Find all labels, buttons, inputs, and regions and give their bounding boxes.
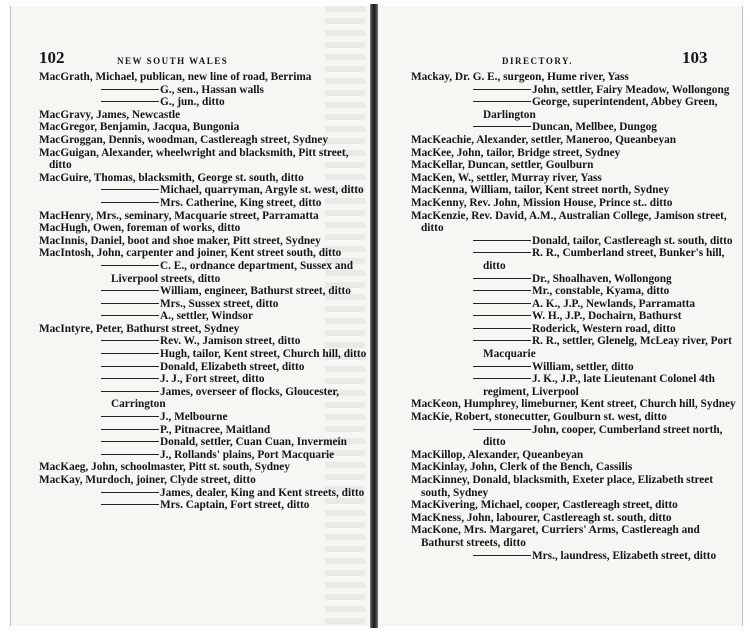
continuation-entry	[411, 373, 737, 398]
continuation-entry	[39, 373, 367, 386]
entry-text: James, overseer of flocks, Gloucester, Carrington	[111, 385, 340, 411]
entry-text: J., Melbourne	[160, 411, 228, 424]
directory-entry	[411, 71, 737, 84]
entry-text: MacKenna, William, tailor, Kent street north, Sydney	[411, 184, 670, 197]
entry-text: MacInnis, Daniel, boot and shoe maker, Pitt street, Sydney	[39, 234, 321, 247]
directory-entry	[39, 134, 367, 147]
entry-text: Donald, Elizabeth street, ditto	[160, 360, 305, 373]
directory-entry	[411, 159, 737, 172]
entry-text: MacKinlay, John, Clerk of the Bench, Cassilis	[411, 461, 633, 474]
running-head: DIRECTORY.	[502, 56, 573, 66]
continuation-entry	[39, 424, 367, 437]
continuation-entry	[411, 84, 737, 97]
entry-text: MacGregor, Benjamin, Jacqua, Bungonia	[39, 121, 240, 134]
entry-text: MacKillop, Alexander, Queanbeyan	[411, 448, 584, 461]
page-number: 103	[682, 48, 708, 67]
book-gutter	[370, 4, 378, 628]
directory-entries	[39, 71, 367, 512]
entry-text: Donald, tailor, Castlereagh st. south, ditto	[532, 234, 733, 247]
continuation-entry	[411, 310, 737, 323]
ditto-dash	[101, 101, 159, 102]
entry-text: Mrs. Catherine, King street, ditto	[160, 196, 322, 209]
entry-text: John, settler, Fairy Meadow, Wollongong	[532, 83, 730, 96]
entry-text: MacKay, Murdoch, joiner, Clyde street, ditto	[39, 474, 256, 486]
continuation-entry	[39, 361, 367, 374]
continuation-entry	[411, 323, 737, 336]
entry-text: MacKellar, Duncan, settler, Goulburn	[411, 159, 594, 172]
directory-entry	[39, 461, 367, 474]
entry-text: G., jun., ditto	[160, 96, 225, 109]
directory-entry	[39, 474, 367, 487]
entry-text: MacGuigan, Alexander, wheelwright and blacksmith, Pitt street, ditto	[39, 146, 349, 172]
entry-text: Rev. W., Jamison street, ditto	[160, 335, 301, 348]
continuation-entry	[39, 386, 367, 411]
directory-entry	[411, 449, 737, 462]
entry-text: George, superintendent, Abbey Green, Darlington	[483, 96, 718, 121]
ditto-dash	[473, 340, 531, 341]
ditto-dash	[101, 315, 159, 316]
continuation-entry	[39, 84, 367, 97]
continuation-entry	[411, 96, 737, 121]
ditto-dash	[473, 126, 531, 127]
entry-text: Roderick, Western road, ditto	[532, 322, 676, 335]
ditto-dash	[473, 278, 531, 279]
directory-entry	[411, 197, 737, 210]
ditto-dash	[101, 303, 159, 304]
ditto-dash	[101, 492, 159, 493]
entry-text: R. R., settler, Glenelg, McLeay river, Port Macquarie	[483, 335, 732, 361]
directory-entry	[39, 109, 367, 122]
directory-entry	[39, 222, 367, 235]
entry-text: MacGuire, Thomas, blacksmith, George st. south, ditto	[39, 171, 304, 184]
directory-entry	[411, 499, 737, 512]
entry-text: MacGrath, Michael, publican, new line of road, Berrima	[39, 71, 312, 83]
entry-text: MacKenzie, Rev. David, A.M., Australian College, Jamison street, ditto	[411, 209, 727, 235]
entry-text: Mackay, Dr. G. E., surgeon, Hume river, Yass	[411, 71, 629, 83]
page-number: 102	[39, 48, 65, 67]
entry-text: Mrs., laundress, Elizabeth street, ditto	[532, 549, 717, 562]
entry-text: Hugh, tailor, Kent street, Church hill, ditto	[160, 348, 367, 361]
entry-text: Donald, settler, Cuan Cuan, Invermein	[160, 436, 347, 449]
ditto-dash	[473, 89, 531, 90]
continuation-entry	[39, 96, 367, 109]
entry-text: MacKen, W., settler, Murray river, Yass	[411, 171, 602, 184]
entry-text: J. K., J.P., late Lieutenant Colonel 4th regiment, Liverpool	[483, 373, 715, 398]
continuation-entry	[411, 424, 737, 449]
ditto-dash	[101, 89, 159, 90]
ditto-dash	[101, 378, 159, 379]
ditto-dash	[101, 441, 159, 442]
entry-text: J., Rollands' plains, Port Macquarie	[160, 448, 335, 461]
ditto-dash	[473, 315, 531, 316]
entry-text: William, settler, ditto	[532, 360, 634, 373]
entry-text: MacKeon, Humphrey, limeburner, Kent street, Church hill, Sydney	[411, 398, 736, 411]
continuation-entry	[39, 348, 367, 361]
directory-entry	[411, 134, 737, 147]
continuation-entry	[411, 273, 737, 286]
directory-entry	[39, 172, 367, 185]
running-head: NEW SOUTH WALES	[117, 56, 229, 66]
directory-entry	[411, 512, 737, 525]
ditto-dash	[101, 454, 159, 455]
entry-text: John, cooper, Cumberland street north, ditto	[483, 423, 723, 449]
continuation-entry	[39, 449, 367, 462]
entry-text: Mrs., Sussex street, ditto	[160, 297, 279, 310]
entry-text: R. R., Cumberland street, Bunker's hill, ditto	[483, 247, 725, 272]
ditto-dash	[473, 328, 531, 329]
directory-entry	[411, 184, 737, 197]
ditto-dash	[101, 366, 159, 367]
continuation-entry	[39, 411, 367, 424]
continuation-entry	[39, 436, 367, 449]
ditto-dash	[101, 504, 159, 505]
entry-text: MacKie, Robert, stonecutter, Goulburn st. west, ditto	[411, 411, 667, 424]
directory-entry	[411, 210, 737, 235]
directory-entry	[411, 147, 737, 160]
directory-entry	[39, 121, 367, 134]
entry-text: MacGravy, James, Newcastle	[39, 108, 181, 121]
entry-text: James, dealer, King and Kent streets, ditto	[160, 486, 365, 499]
directory-entry	[411, 461, 737, 474]
entry-text: Michael, quarryman, Argyle st. west, ditto	[160, 184, 364, 197]
entry-text: C. E., ordnance department, Sussex and Liverpool streets, ditto	[111, 259, 354, 285]
entry-text: MacKee, John, tailor, Bridge street, Sydney	[411, 146, 621, 159]
entry-text: J. J., Fort street, ditto	[160, 373, 265, 386]
ditto-dash	[473, 303, 531, 304]
entry-text: W. H., J.P., Dochairn, Bathurst	[532, 310, 682, 323]
continuation-entry	[39, 310, 367, 323]
ditto-dash	[473, 240, 531, 241]
entry-text: MacKenny, Rev. John, Mission House, Prince st.. ditto	[411, 196, 673, 209]
directory-entry	[411, 398, 737, 411]
continuation-entry	[39, 298, 367, 311]
continuation-entry	[39, 197, 367, 210]
continuation-entry	[39, 335, 367, 348]
ditto-dash	[101, 202, 159, 203]
continuation-entry	[411, 285, 737, 298]
ditto-dash	[101, 290, 159, 291]
ditto-dash	[473, 366, 531, 367]
continuation-entry	[39, 487, 367, 500]
directory-entries	[411, 71, 737, 562]
right-page	[378, 6, 743, 626]
entry-text: MacIntyre, Peter, Bathurst street, Sydney	[39, 322, 240, 335]
ditto-dash	[101, 353, 159, 354]
entry-text: MacGroggan, Dennis, woodman, Castlereagh street, Sydney	[39, 133, 329, 146]
ditto-dash	[473, 555, 531, 556]
entry-text: MacKinney, Donald, blacksmith, Exeter place, Elizabeth street south, Sydney	[411, 474, 714, 499]
left-page	[10, 6, 371, 626]
continuation-entry	[411, 361, 737, 374]
ditto-dash	[101, 340, 159, 341]
continuation-entry	[411, 298, 737, 311]
ditto-dash	[101, 391, 159, 392]
directory-entry	[411, 411, 737, 424]
directory-entry	[39, 323, 367, 336]
entry-text: Mr., constable, Kyama, ditto	[532, 285, 670, 298]
entry-text: Dr., Shoalhaven, Wollongong	[532, 272, 672, 285]
ditto-dash	[101, 189, 159, 190]
ditto-dash	[473, 429, 531, 430]
ditto-dash	[101, 265, 159, 266]
directory-entry	[39, 235, 367, 248]
entry-text: Mrs. Captain, Fort street, ditto	[160, 499, 310, 512]
entry-text: A., settler, Windsor	[160, 310, 253, 323]
continuation-entry	[39, 184, 367, 197]
continuation-entry	[39, 285, 367, 298]
continuation-entry	[411, 121, 737, 134]
entry-text: P., Pitnacree, Maitland	[160, 423, 271, 436]
entry-text: MacKone, Mrs. Margaret, Curriers' Arms, Castlereagh and Bathurst streets, ditto	[411, 524, 700, 549]
entry-text: MacKaeg, John, schoolmaster, Pitt st. south, Sydney	[39, 461, 290, 474]
ditto-dash	[473, 378, 531, 379]
directory-entry	[39, 247, 367, 260]
entry-text: MacKness, John, labourer, Castlereagh st. south, ditto	[411, 511, 672, 524]
directory-entry	[39, 210, 367, 223]
ditto-dash	[101, 429, 159, 430]
entry-text: Duncan, Mellbee, Dungog	[532, 121, 657, 134]
entry-text: A. K., J.P., Newlands, Parramatta	[532, 297, 696, 310]
continuation-entry	[411, 335, 737, 360]
directory-entry	[411, 474, 737, 499]
entry-text: MacKivering, Michael, cooper, Castlereagh street, ditto	[411, 499, 678, 512]
entry-text: MacIntosh, John, carpenter and joiner, Kent street south, ditto	[39, 247, 342, 260]
continuation-entry	[39, 260, 367, 285]
entry-text: MacKeachie, Alexander, settler, Maneroo, Queanbeyan	[411, 133, 677, 146]
entry-text: MacHugh, Owen, foreman of works, ditto	[39, 222, 241, 235]
entry-text: G., sen., Hassan walls	[160, 83, 264, 96]
directory-entry	[411, 524, 737, 549]
continuation-entry	[411, 235, 737, 248]
continuation-entry	[39, 499, 367, 512]
ditto-dash	[473, 252, 531, 253]
directory-entry	[411, 172, 737, 185]
entry-text: MacHenry, Mrs., seminary, Macquarie street, Parramatta	[39, 209, 319, 222]
directory-entry	[39, 147, 367, 172]
directory-entry	[39, 71, 367, 84]
continuation-entry	[411, 550, 737, 563]
ditto-dash	[101, 416, 159, 417]
ditto-dash	[473, 101, 531, 102]
ditto-dash	[473, 290, 531, 291]
continuation-entry	[411, 247, 737, 272]
entry-text: William, engineer, Bathurst street, ditto	[160, 285, 351, 298]
